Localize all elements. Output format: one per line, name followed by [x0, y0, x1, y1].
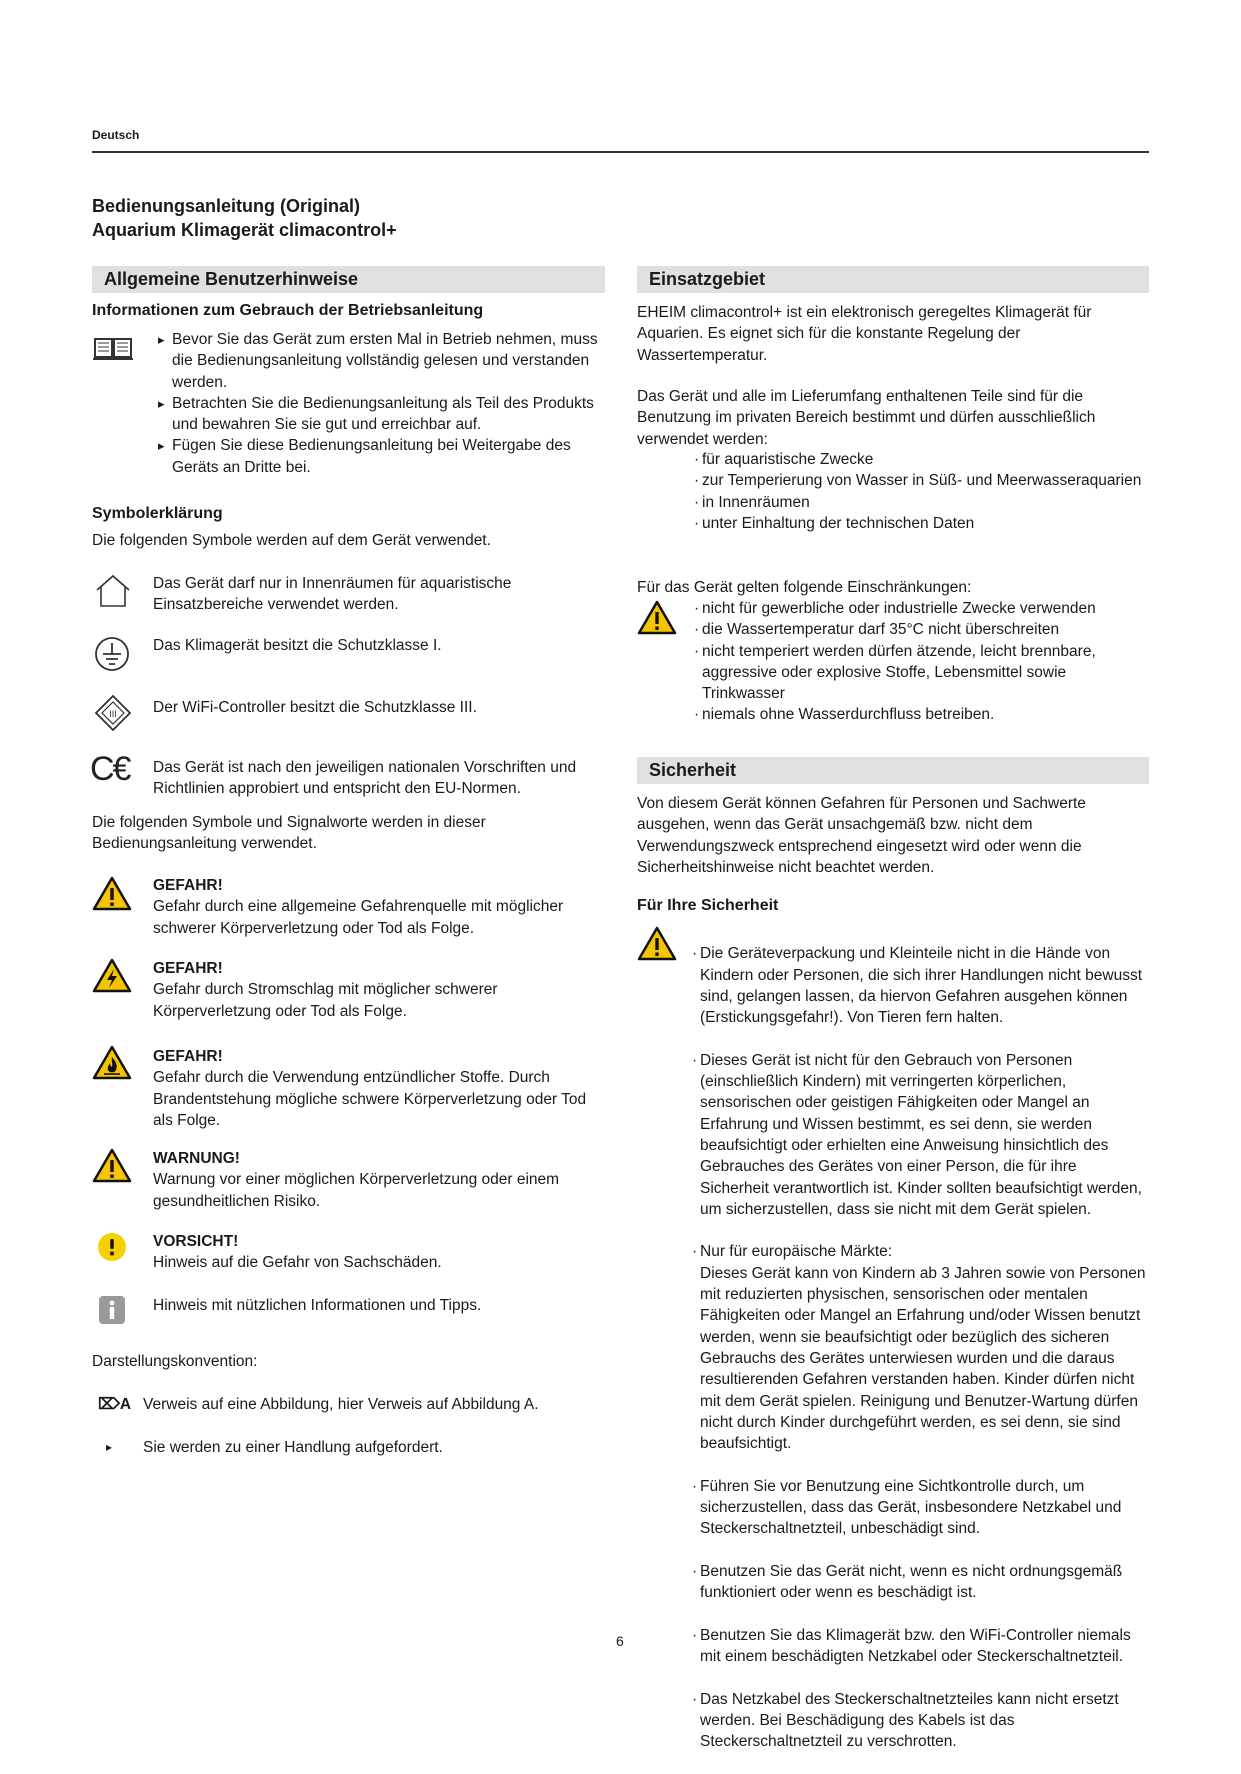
signal-word-gefahr-electric	[153, 958, 603, 1022]
list-item: ▸ Bevor Sie das Gerät zum ersten Mal in Betrieb nehmen, muss die Bedienungsanleitung vollständig gelesen und verstanden werden.	[158, 329, 613, 393]
signal-word-warnung	[153, 1148, 603, 1212]
house-icon	[93, 572, 133, 610]
einsatz-paragraph-2: Das Gerät und alle im Lieferumfang enthaltenen Teile sind für die Benutzung im privaten Bereich bestimmt und dürfen ausschließlich verwendet werden:	[637, 388, 1096, 448]
symbol-text-house: Das Gerät darf nur in Innenräumen für aquaristische Einsatzbereiche verwendet werden.	[153, 575, 512, 614]
warning-general-icon	[637, 926, 677, 962]
section-heading-einsatzgebiet: Einsatzgebiet	[637, 266, 1149, 293]
list-item: · Führen Sie vor Benutzung eine Sichtkontrolle durch, um sicherzustellen, dass das Gerät, insbesondere Netzkabel und Steckerschaltnetzteil, unbeschädigt sind.	[692, 1476, 1147, 1540]
signal-title: VORSICHT!	[153, 1233, 239, 1250]
figure-reference-icon: ⌦A	[98, 1396, 132, 1413]
title-line-1: Bedienungsanleitung (Original)	[92, 196, 361, 216]
sicherheit-paragraph: Von diesem Gerät können Gefahren für Personen und Sachwerte ausgehen, wenn das Gerät unsachgemäß bzw. nicht dem Verwendungszweck entsprechend eingesetzt wird oder wenn die Sicherheitshinweise nicht beachtet werden.	[637, 795, 1086, 876]
book-icon	[92, 333, 134, 361]
signal-title: WARNUNG!	[153, 1150, 240, 1167]
safety-list	[692, 922, 1147, 1774]
convention-text-figure: Verweis auf eine Abbildung, hier Verweis auf Abbildung A.	[143, 1396, 539, 1413]
info-icon	[98, 1295, 126, 1325]
signal-word-vorsicht	[153, 1231, 603, 1274]
section-heading-benutzerhinweise: Allgemeine Benutzerhinweise	[92, 266, 605, 293]
convention-text-action: Sie werden zu einer Handlung aufgefordert.	[143, 1439, 443, 1456]
protection-class-1-icon	[93, 635, 131, 673]
signal-title: GEFAHR!	[153, 1048, 223, 1065]
list-item: · zur Temperierung von Wasser in Süß- und Meerwasseraquarien	[694, 470, 1149, 491]
header-rule	[92, 151, 1149, 153]
signal-text: Hinweis auf die Gefahr von Sachschäden.	[153, 1254, 442, 1272]
list-item: · Die Geräteverpackung und Kleinteile nicht in die Hände von Kindern oder Personen, die sich ihrer Handlungen nicht bewusst sind, gelangen lassen, da hiervon Gefahren ausgehen können (Erstickungsgefahr!). Von Tieren fern halten.	[692, 943, 1147, 1028]
subheading-symbolerklaerung: Symbolerklärung	[92, 505, 223, 522]
ce-mark-icon: C€	[90, 750, 130, 788]
usage-list	[694, 449, 1149, 534]
action-arrow-icon: ▸	[106, 1440, 113, 1454]
warning-general-icon	[637, 600, 677, 636]
list-item: ▸ Betrachten Sie die Bedienungsanleitung als Teil des Produkts und bewahren Sie sie gut und erreichbar auf.	[158, 393, 613, 436]
signal-text: Gefahr durch Stromschlag mit möglicher schwerer Körperverletzung oder Tod als Folge.	[153, 981, 498, 1020]
signal-title: GEFAHR!	[153, 877, 223, 894]
language-label: Deutsch	[92, 128, 140, 142]
manual-symbols-intro: Die folgenden Symbole und Signalworte werden in dieser Bedienungsanleitung verwendet.	[92, 814, 486, 853]
signal-text: Gefahr durch die Verwendung entzündlicher Stoffe. Durch Brandentstehung mögliche schwere Körperverletzung oder Tod als Folge.	[153, 1069, 587, 1129]
list-item: · Dieses Gerät ist nicht für den Gebrauch von Personen (einschließlich Kindern) mit verringerten körperlichen, sensorischen oder geistigen Fähigkeiten oder Mangel an Erfahrung und Wissen bestimmt, es sei denn, sie werden beaufsichtigt oder erhielten eine Anweisung hinsichtlich des Gebrauches des Gerätes von einer Person, die für ihre Sicherheit verantwortlich ist. Kinder sollten beaufsichtigt werden, um sicherzustellen, dass sie nicht mit dem Gerät spielen.	[692, 1050, 1147, 1220]
title-line-2: Aquarium Klimagerät climacontrol+	[92, 220, 397, 240]
list-item: · unter Einhaltung der technischen Daten	[694, 513, 1149, 534]
restrictions-intro: Für das Gerät gelten folgende Einschränkungen:	[637, 579, 972, 596]
signal-word-gefahr-general	[153, 875, 603, 939]
symbol-text-protection-1: Das Klimagerät besitzt die Schutzklasse I.	[153, 637, 442, 654]
list-item: · für aquaristische Zwecke	[694, 449, 1149, 470]
list-item: · Benutzen Sie das Klimagerät bzw. den WiFi-Controller niemals mit einem beschädigten Netzkabel oder Steckerschaltnetzteil.	[692, 1625, 1147, 1668]
list-item: · Nur für europäische Märkte: Dieses Gerät kann von Kindern ab 3 Jahren sowie von Personen mit reduzierten physischen, sensorischen oder mentalen Fähigkeiten oder Mangel an Erfahrung und/oder Wissen benutzt werden, wenn sie beaufsichtigt oder bezüglich des sicheren Gebrauchs des Gerätes unterwiesen wurden und die daraus resultierenden Gefahren verstanden haben. Kinder dürfen nicht mit dem Gerät spielen. Reinigung und Benutzer-Wartung dürfen nicht durch Kinder durchgeführt werden, es sei denn, sie sind beaufsichtigt.	[692, 1241, 1147, 1454]
signal-title: GEFAHR!	[153, 960, 223, 977]
list-item: · die Wassertemperatur darf 35°C nicht überschreiten	[694, 619, 1149, 640]
page-number: 6	[616, 1633, 624, 1649]
document-title	[92, 194, 397, 242]
restrictions-list	[694, 598, 1149, 726]
signal-text: Warnung vor einer möglichen Körperverletzung oder einem gesundheitlichen Risiko.	[153, 1171, 560, 1210]
warning-electric-icon	[92, 958, 132, 994]
warning-general-icon	[92, 876, 132, 912]
symbol-text-protection-3: Der WiFi-Controller besitzt die Schutzklasse III.	[153, 699, 477, 716]
signal-text: Gefahr durch eine allgemeine Gefahrenquelle mit möglicher schwerer Körperverletzung oder Tod als Folge.	[153, 898, 564, 937]
convention-heading: Darstellungskonvention:	[92, 1353, 258, 1370]
einsatz-paragraph-1: EHEIM climacontrol+ ist ein elektronisch geregeltes Klimagerät für Aquarien. Es eignet sich für die konstante Regelung der Wassertemperatur.	[637, 304, 1092, 364]
symbol-text-ce: Das Gerät ist nach den jeweiligen nationalen Vorschriften und Richtlinien approbiert und entspricht den EU-Normen.	[153, 759, 577, 798]
symbols-intro: Die folgenden Symbole werden auf dem Gerät verwendet.	[92, 532, 491, 549]
subheading-fuer-ihre-sicherheit: Für Ihre Sicherheit	[637, 897, 779, 914]
subheading-gebrauch: Informationen zum Gebrauch der Betriebsanleitung	[92, 302, 484, 319]
signal-text-info: Hinweis mit nützlichen Informationen und Tipps.	[153, 1297, 482, 1314]
list-item: · in Innenräumen	[694, 492, 1149, 513]
list-item: · Benutzen Sie das Gerät nicht, wenn es nicht ordnungsgemäß funktioniert oder wenn es beschädigt ist.	[692, 1561, 1147, 1604]
signal-word-gefahr-fire	[153, 1046, 603, 1131]
usage-instructions-list	[158, 329, 613, 478]
list-item: · Das Netzkabel des Steckerschaltnetzteiles kann nicht ersetzt werden. Bei Beschädigung des Kabels ist das Steckerschaltnetzteil zu verschrotten.	[692, 1689, 1147, 1753]
caution-icon	[97, 1232, 127, 1262]
list-item: · nicht temperiert werden dürfen ätzende, leicht brennbare, aggressive oder explosive Stoffe, Lebensmittel sowie Trinkwasser	[694, 641, 1149, 705]
list-item: · niemals ohne Wasserdurchfluss betreiben.	[694, 704, 1149, 725]
warning-fire-icon	[92, 1045, 132, 1081]
protection-class-3-icon	[94, 694, 132, 732]
list-item: · nicht für gewerbliche oder industrielle Zwecke verwenden	[694, 598, 1149, 619]
section-heading-sicherheit: Sicherheit	[637, 757, 1149, 784]
svg-text:III: III	[109, 709, 117, 719]
list-item: ▸ Fügen Sie diese Bedienungsanleitung bei Weitergabe des Geräts an Dritte bei.	[158, 435, 613, 478]
warning-general-icon	[92, 1148, 132, 1184]
